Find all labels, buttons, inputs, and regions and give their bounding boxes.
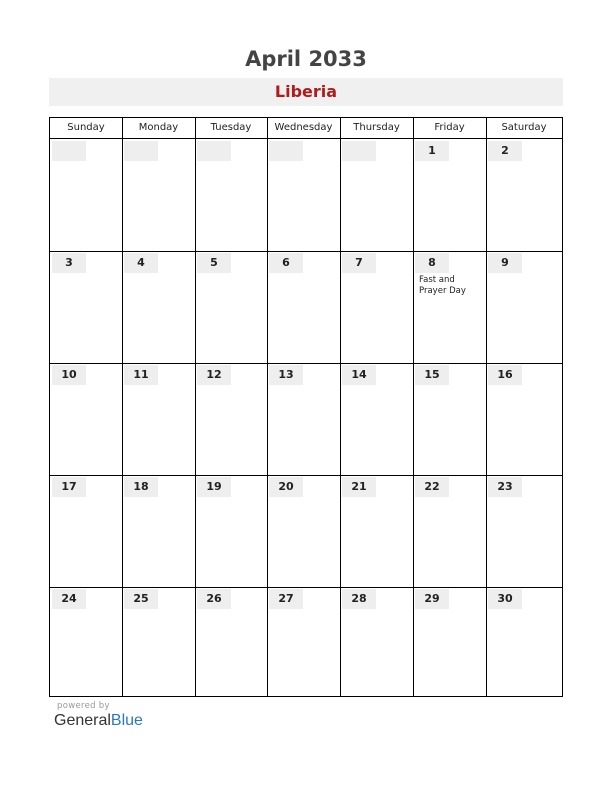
day-number: 2: [501, 144, 509, 157]
day-cell[interactable]: [414, 588, 486, 696]
day-cell[interactable]: [123, 476, 195, 587]
day-number: 16: [497, 368, 513, 381]
day-number-box: [342, 477, 376, 497]
day-number: 23: [497, 480, 513, 493]
empty-day-cell: [196, 140, 267, 251]
weekday-header-saturday: Saturday: [486, 118, 562, 139]
brand-blue-text: Blue: [110, 712, 143, 729]
day-number-box: [124, 365, 158, 385]
day-number: 22: [424, 480, 440, 493]
calendar-grid: [49, 117, 563, 697]
day-number-box: [488, 589, 522, 609]
day-number: 21: [351, 480, 367, 493]
day-cell[interactable]: [487, 588, 562, 696]
day-number-box: [124, 141, 158, 161]
day-number-box: [269, 253, 303, 273]
day-number-box: [197, 141, 231, 161]
day-number-box: [342, 141, 376, 161]
day-number: 12: [206, 368, 222, 381]
empty-day-cell: [51, 140, 122, 251]
day-number: 1: [428, 144, 436, 157]
day-cell[interactable]: [51, 252, 122, 363]
day-number: 24: [61, 592, 77, 605]
country-banner: [49, 78, 563, 106]
day-cell[interactable]: [196, 364, 267, 475]
day-number: 19: [206, 480, 222, 493]
holiday-label: Fast and Prayer Day: [419, 275, 466, 296]
day-number: 26: [206, 592, 222, 605]
day-number-box: [415, 477, 449, 497]
day-cell[interactable]: [414, 364, 486, 475]
day-number: 27: [278, 592, 294, 605]
day-number-box: [124, 477, 158, 497]
day-cell[interactable]: [487, 252, 562, 363]
day-number-box: [52, 477, 86, 497]
day-number: 17: [61, 480, 77, 493]
weekday-header-tuesday: Tuesday: [195, 118, 267, 139]
day-cell[interactable]: [268, 252, 340, 363]
day-number-box: [415, 141, 449, 161]
day-number-box: [415, 365, 449, 385]
powered-by-label: powered by: [57, 701, 110, 711]
day-number-box: [52, 141, 86, 161]
day-cell[interactable]: [414, 476, 486, 587]
day-number: 4: [137, 256, 145, 269]
day-cell[interactable]: [268, 476, 340, 587]
day-number: 7: [355, 256, 363, 269]
day-cell[interactable]: [268, 364, 340, 475]
day-cell[interactable]: [196, 588, 267, 696]
day-number-box: [342, 253, 376, 273]
day-cell[interactable]: [487, 476, 562, 587]
day-cell[interactable]: [123, 364, 195, 475]
day-number-box: [197, 589, 231, 609]
calendar-title: April 2033: [245, 47, 367, 71]
day-cell[interactable]: [487, 364, 562, 475]
brand-general-text: General: [54, 712, 111, 729]
day-number-box: [269, 365, 303, 385]
weekday-header-monday: Monday: [122, 118, 195, 139]
day-cell[interactable]: [196, 476, 267, 587]
day-number: 11: [133, 368, 149, 381]
day-number: 10: [61, 368, 77, 381]
day-number: 14: [351, 368, 367, 381]
day-number: 3: [65, 256, 73, 269]
day-number-box: [269, 589, 303, 609]
day-cell[interactable]: [123, 252, 195, 363]
weekday-header-sunday: Sunday: [50, 118, 122, 139]
generalblue-logo[interactable]: [54, 712, 143, 730]
day-number: 28: [351, 592, 367, 605]
day-cell[interactable]: [341, 588, 413, 696]
day-number-box: [197, 477, 231, 497]
empty-day-cell: [341, 140, 413, 251]
day-number-box: [269, 477, 303, 497]
day-number-box: [269, 141, 303, 161]
day-cell[interactable]: [341, 476, 413, 587]
day-number: 5: [210, 256, 218, 269]
day-cell[interactable]: [51, 476, 122, 587]
day-number-box: [197, 365, 231, 385]
day-number: 30: [497, 592, 513, 605]
day-cell[interactable]: [487, 140, 562, 251]
day-number: 20: [278, 480, 294, 493]
day-number-box: [415, 589, 449, 609]
day-cell[interactable]: [268, 588, 340, 696]
day-number-box: [124, 253, 158, 273]
country-name: Liberia: [274, 82, 338, 101]
day-number-box: [52, 589, 86, 609]
day-cell[interactable]: [123, 588, 195, 696]
day-cell[interactable]: [341, 252, 413, 363]
day-number-box: [415, 253, 449, 273]
day-number: 9: [501, 256, 509, 269]
day-number-box: [488, 365, 522, 385]
day-number-box: [197, 253, 231, 273]
day-number-box: [52, 365, 86, 385]
day-cell[interactable]: [51, 588, 122, 696]
day-cell[interactable]: [414, 140, 486, 251]
day-number: 6: [282, 256, 290, 269]
weekday-header-friday: Friday: [413, 118, 486, 139]
day-number: 8: [428, 256, 436, 269]
weekday-header-wednesday: Wednesday: [267, 118, 340, 139]
day-cell[interactable]: [414, 252, 486, 363]
day-number-box: [342, 589, 376, 609]
day-number-box: [124, 589, 158, 609]
day-number-box: [342, 365, 376, 385]
day-number-box: [52, 253, 86, 273]
day-number: 29: [424, 592, 440, 605]
day-number-box: [488, 477, 522, 497]
day-number: 25: [133, 592, 149, 605]
day-number: 15: [424, 368, 440, 381]
day-cell[interactable]: [341, 364, 413, 475]
day-number-box: [488, 253, 522, 273]
day-cell[interactable]: [51, 364, 122, 475]
weekday-header-thursday: Thursday: [340, 118, 413, 139]
empty-day-cell: [268, 140, 340, 251]
day-number: 18: [133, 480, 149, 493]
day-number-box: [488, 141, 522, 161]
day-cell[interactable]: [196, 252, 267, 363]
day-number: 13: [278, 368, 294, 381]
empty-day-cell: [123, 140, 195, 251]
